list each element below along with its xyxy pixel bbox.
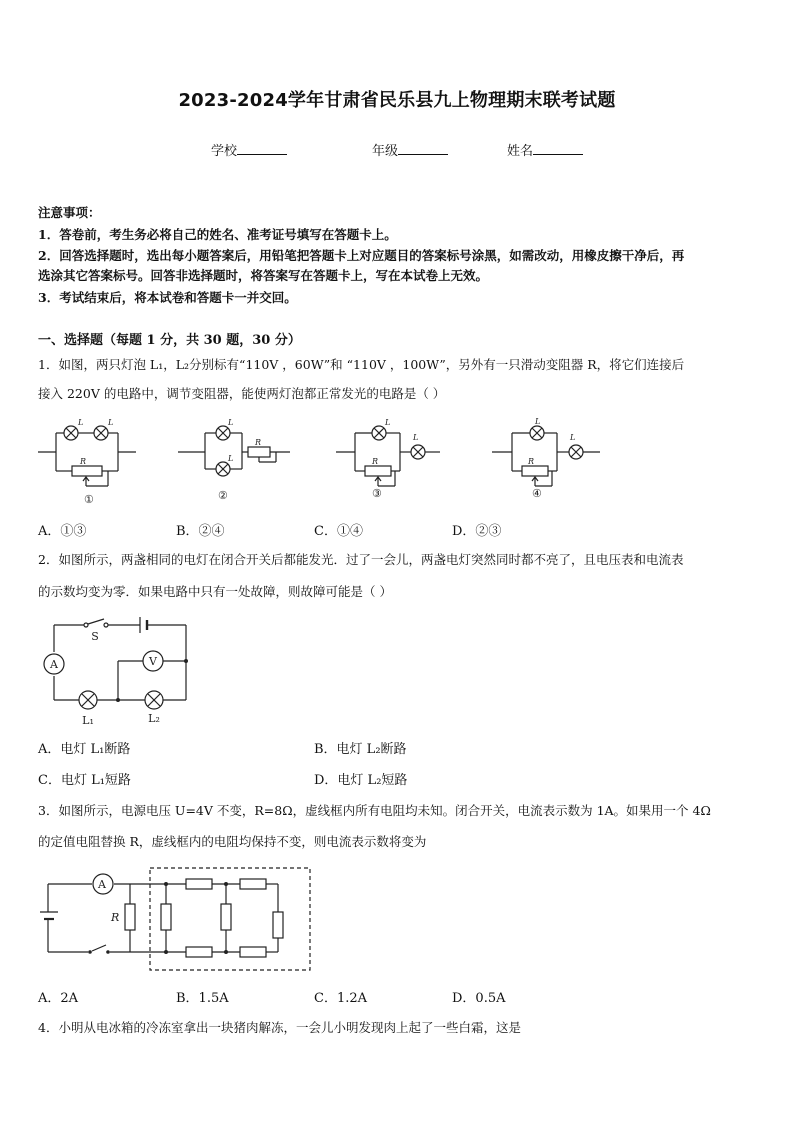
q1-c1-label-l1: L xyxy=(78,418,84,427)
lamp-l2-label: L₂ xyxy=(148,712,160,725)
q3-ammeter-label: A xyxy=(98,878,106,891)
q1-c2-label-r: R xyxy=(255,438,262,447)
section-heading: 一、选择题（每题 1 分，共 30 题，30 分） xyxy=(38,333,301,348)
lamp-l1-icon xyxy=(79,691,97,709)
q3-resistor-label: R xyxy=(111,911,120,924)
q1-stem-line2: 接入 220V 的电路中，调节变阻器，能使两灯泡都正常发光的电路是（ ） xyxy=(38,386,446,401)
grade-label: 年级 xyxy=(372,144,399,159)
q1-option-d[interactable]: D．②③ xyxy=(452,524,502,539)
q1-circuit-label-3: ③ xyxy=(372,487,382,500)
q1-c4-label-l2: L xyxy=(535,417,541,426)
page-title: 2023-2024学年甘肃省民乐县九上物理期末联考试题 xyxy=(178,90,616,111)
dashed-box xyxy=(150,868,310,970)
q2-stem-line1: 2．如图所示，两盏相同的电灯在闭合开关后都能发光．过了一会儿，两盏电灯突然同时都不亮了，且电压表和电流表 xyxy=(38,552,684,567)
q1-circuit-label-1: ① xyxy=(84,493,94,506)
q1-circuit-4 xyxy=(492,426,600,486)
q2-stem-line2: 的示数均变为零．如果电路中只有一处故障，则故障可能是（ ） xyxy=(38,584,392,599)
q3-stem-line2: 的定值电阻替换 R，虚线框内的电阻均保持不变，则电流表示数将变为 xyxy=(38,834,427,849)
q3-circuit xyxy=(0,860,794,975)
q3-option-d[interactable]: D．0.5A xyxy=(452,991,506,1006)
q2-option-c[interactable]: C．电灯 L₁短路 xyxy=(38,773,131,788)
ammeter-label: A xyxy=(50,658,58,671)
q1-circuit-label-2: ② xyxy=(218,489,228,502)
q1-option-c[interactable]: C．①④ xyxy=(314,524,363,539)
q1-option-b[interactable]: B．②④ xyxy=(176,524,225,539)
q4-stem-line1: 4．小明从电冰箱的冷冻室拿出一块猪肉解冻，一会儿小明发现肉上起了一些白霜，这是 xyxy=(38,1020,521,1035)
school-blank[interactable] xyxy=(237,142,287,155)
notice-item-2-line1: 2．回答选择题时，选出每小题答案后，用铅笔把答题卡上对应题目的答案标号涂黑，如需改动，用橡皮擦干净后，再 xyxy=(38,248,685,263)
notice-item-1: 1．答卷前，考生务必将自己的姓名、准考证号填写在答题卡上。 xyxy=(38,227,397,242)
q1-circuit-1 xyxy=(38,426,136,486)
voltmeter-label: V xyxy=(149,655,157,668)
q1-c4-label-l1: L xyxy=(570,433,576,442)
q1-c2-label-l1: L xyxy=(228,418,234,427)
q1-circuit-3 xyxy=(336,426,440,486)
q1-c2-label-l2: L xyxy=(228,454,234,463)
lamp-l1-label: L₁ xyxy=(82,714,94,727)
notice-item-3: 3．考试结束后，将本试卷和答题卡一并交回。 xyxy=(38,290,297,305)
school-label: 学校 xyxy=(211,144,238,159)
q1-c1-label-l2: L xyxy=(108,418,114,427)
switch-label: S xyxy=(91,630,99,643)
notice-item-2-line2: 选涂其它答案标号。回答非选择题时，将答案写在答题卡上，写在本试卷上无效。 xyxy=(38,268,489,283)
q2-option-d[interactable]: D．电灯 L₂短路 xyxy=(314,773,408,788)
q1-circuit-label-4: ④ xyxy=(532,487,542,500)
q2-option-a[interactable]: A．电灯 L₁断路 xyxy=(38,742,131,757)
q3-option-a[interactable]: A．2A xyxy=(38,991,79,1006)
grade-blank[interactable] xyxy=(398,142,448,155)
q1-c4-label-r: R xyxy=(528,457,535,466)
grade-field xyxy=(372,140,448,159)
q1-stem-line1: 1．如图，两只灯泡 L₁，L₂分别标有“110V ，60W”和 “110V ，100W”，另外有一只滑动变阻器 R，将它们连接后 xyxy=(38,357,685,372)
q1-c1-label-r: R xyxy=(80,457,87,466)
q1-c3-label-l1: L xyxy=(385,418,391,427)
notice-heading: 注意事项： xyxy=(38,205,101,220)
q3-stem-line1: 3．如图所示，电源电压 U=4V 不变，R=8Ω，虚线框内所有电阻均未知。闭合开关，电流表示数为 1A。如果用一个 4Ω xyxy=(38,803,711,818)
name-label: 姓名 xyxy=(507,144,534,159)
q3-option-c[interactable]: C．1.2A xyxy=(314,991,368,1006)
school-field xyxy=(211,140,287,159)
q1-circuit-2 xyxy=(178,426,290,476)
q1-circuits xyxy=(0,405,794,510)
q3-option-b[interactable]: B．1.5A xyxy=(176,991,229,1006)
name-blank[interactable] xyxy=(533,142,583,155)
q1-c3-label-r: R xyxy=(372,457,379,466)
lamp-l2-icon xyxy=(145,691,163,709)
name-field xyxy=(507,140,583,159)
q2-circuit xyxy=(0,610,794,730)
q1-c3-label-l2: L xyxy=(413,433,419,442)
q1-option-a[interactable]: A．①③ xyxy=(38,524,87,539)
q2-option-b[interactable]: B．电灯 L₂断路 xyxy=(314,742,407,757)
